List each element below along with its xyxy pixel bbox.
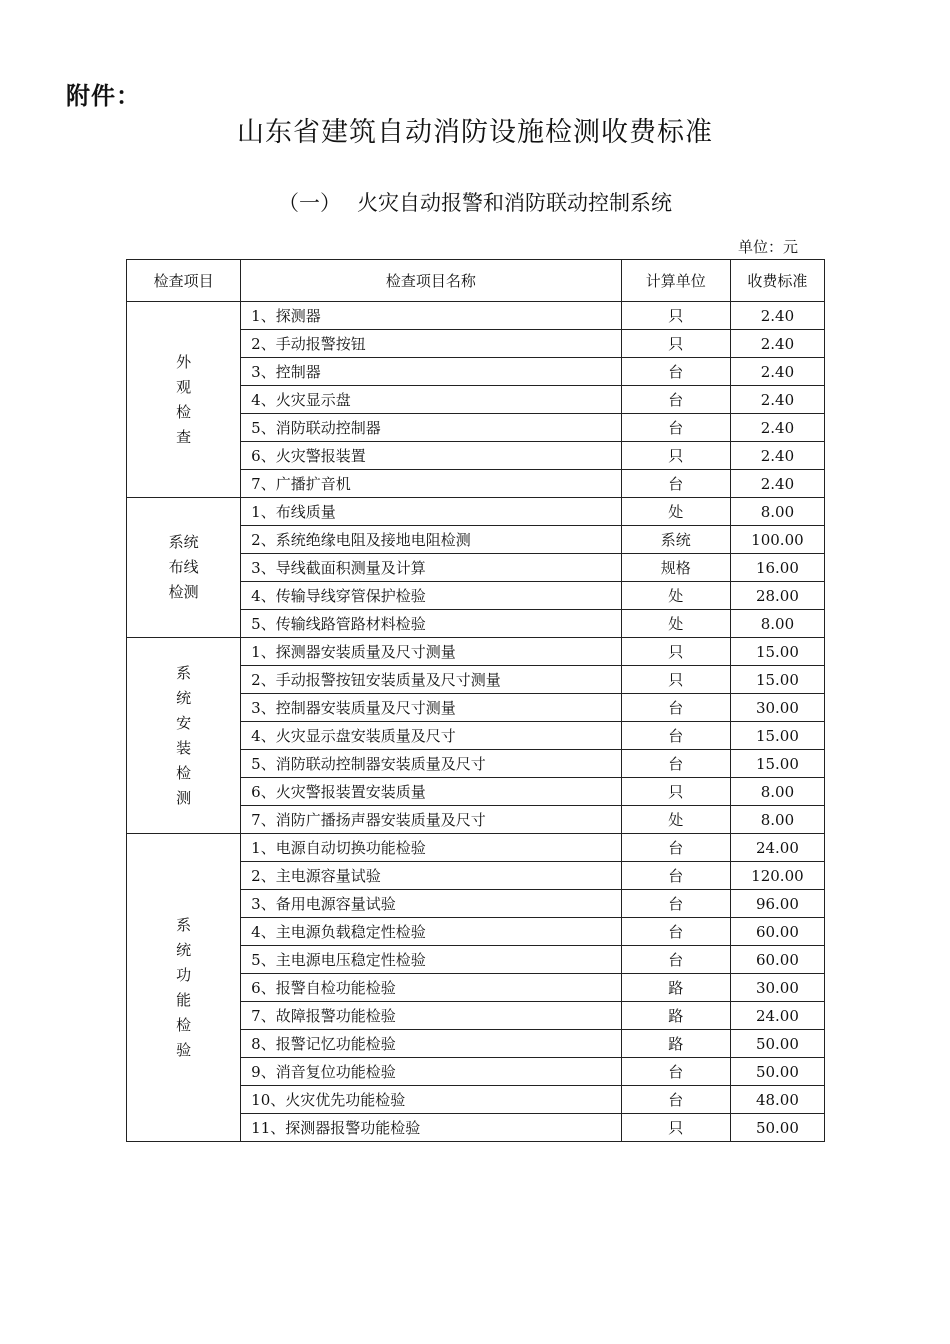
unit-cell: 处 bbox=[621, 610, 730, 638]
category-label-line: 检测 bbox=[168, 583, 199, 601]
unit-cell: 台 bbox=[621, 1058, 730, 1086]
unit-cell: 台 bbox=[621, 414, 730, 442]
unit-cell: 台 bbox=[621, 694, 730, 722]
table-row bbox=[127, 498, 825, 526]
fee-cell: 2.40 bbox=[730, 358, 824, 386]
fee-cell: 8.00 bbox=[730, 778, 824, 806]
fee-cell: 96.00 bbox=[730, 890, 824, 918]
fee-cell: 50.00 bbox=[730, 1030, 824, 1058]
category-label-line: 检 bbox=[176, 1015, 192, 1034]
unit-cell: 台 bbox=[621, 862, 730, 890]
item-name-cell: 2、手动报警按钮安装质量及尺寸测量 bbox=[241, 666, 622, 694]
category-label-line: 验 bbox=[176, 1040, 192, 1059]
unit-cell: 只 bbox=[621, 302, 730, 330]
column-header: 收费标准 bbox=[730, 260, 824, 302]
fee-cell: 100.00 bbox=[730, 526, 824, 554]
fee-cell: 120.00 bbox=[730, 862, 824, 890]
item-name-cell: 1、探测器 bbox=[241, 302, 622, 330]
category-label-line: 外 bbox=[176, 352, 192, 371]
unit-cell: 只 bbox=[621, 638, 730, 666]
category-label-line: 统 bbox=[176, 688, 192, 707]
unit-cell: 台 bbox=[621, 750, 730, 778]
section-heading bbox=[0, 187, 950, 217]
item-name-cell: 6、报警自检功能检验 bbox=[241, 974, 622, 1002]
unit-cell: 台 bbox=[621, 946, 730, 974]
section-title: 火灾自动报警和消防联动控制系统 bbox=[357, 191, 672, 215]
fee-table bbox=[126, 259, 825, 1142]
item-name-cell: 9、消音复位功能检验 bbox=[241, 1058, 622, 1086]
unit-cell: 台 bbox=[621, 1086, 730, 1114]
fee-cell: 8.00 bbox=[730, 610, 824, 638]
category-label-line: 检 bbox=[176, 402, 192, 421]
unit-cell: 路 bbox=[621, 1030, 730, 1058]
fee-cell: 60.00 bbox=[730, 946, 824, 974]
unit-cell: 规格 bbox=[621, 554, 730, 582]
page-title: 山东省建筑自动消防设施检测收费标准 bbox=[237, 117, 713, 148]
item-name-cell: 4、传输导线穿管保护检验 bbox=[241, 582, 622, 610]
unit-cell: 路 bbox=[621, 1002, 730, 1030]
fee-cell: 15.00 bbox=[730, 638, 824, 666]
fee-cell: 2.40 bbox=[730, 470, 824, 498]
category-label-line: 观 bbox=[176, 377, 192, 396]
item-name-cell: 3、导线截面积测量及计算 bbox=[241, 554, 622, 582]
unit-cell: 路 bbox=[621, 974, 730, 1002]
item-name-cell: 4、火灾显示盘安装质量及尺寸 bbox=[241, 722, 622, 750]
fee-cell: 8.00 bbox=[730, 498, 824, 526]
item-name-cell: 6、火灾警报装置安装质量 bbox=[241, 778, 622, 806]
unit-cell: 台 bbox=[621, 890, 730, 918]
item-name-cell: 2、手动报警按钮 bbox=[241, 330, 622, 358]
category-label-line: 安 bbox=[176, 713, 192, 732]
item-name-cell: 1、布线质量 bbox=[241, 498, 622, 526]
section-number: （一） bbox=[278, 191, 341, 215]
item-name-cell: 3、控制器 bbox=[241, 358, 622, 386]
unit-note: 单位：元 bbox=[737, 238, 798, 256]
category-cell bbox=[127, 498, 241, 638]
item-name-cell: 8、报警记忆功能检验 bbox=[241, 1030, 622, 1058]
item-name-cell: 11、探测器报警功能检验 bbox=[241, 1114, 622, 1142]
item-name-cell: 4、火灾显示盘 bbox=[241, 386, 622, 414]
category-label-line: 能 bbox=[176, 990, 192, 1009]
fee-cell: 15.00 bbox=[730, 666, 824, 694]
unit-cell: 系统 bbox=[621, 526, 730, 554]
category-label-line: 系 bbox=[176, 663, 192, 682]
fee-cell: 30.00 bbox=[730, 974, 824, 1002]
category-label-line: 测 bbox=[176, 788, 192, 807]
item-name-cell: 4、主电源负载稳定性检验 bbox=[241, 918, 622, 946]
category-cell bbox=[127, 638, 241, 834]
fee-cell: 50.00 bbox=[730, 1058, 824, 1086]
category-label-line: 功 bbox=[176, 965, 192, 984]
fee-cell: 48.00 bbox=[730, 1086, 824, 1114]
unit-cell: 台 bbox=[621, 386, 730, 414]
table-row bbox=[127, 638, 825, 666]
fee-cell: 50.00 bbox=[730, 1114, 824, 1142]
item-name-cell: 6、火灾警报装置 bbox=[241, 442, 622, 470]
item-name-cell: 5、传输线路管路材料检验 bbox=[241, 610, 622, 638]
fee-cell: 15.00 bbox=[730, 750, 824, 778]
item-name-cell: 2、系统绝缘电阻及接地电阻检测 bbox=[241, 526, 622, 554]
attachment-label: 附件： bbox=[66, 82, 141, 110]
fee-cell: 2.40 bbox=[730, 386, 824, 414]
table-header-row bbox=[127, 260, 825, 302]
fee-cell: 30.00 bbox=[730, 694, 824, 722]
unit-cell: 只 bbox=[621, 330, 730, 358]
unit-cell: 台 bbox=[621, 918, 730, 946]
table-row bbox=[127, 302, 825, 330]
item-name-cell: 1、电源自动切换功能检验 bbox=[241, 834, 622, 862]
fee-cell: 24.00 bbox=[730, 1002, 824, 1030]
table-row bbox=[127, 834, 825, 862]
category-label-line: 系 bbox=[176, 915, 192, 934]
fee-cell: 24.00 bbox=[730, 834, 824, 862]
fee-cell: 28.00 bbox=[730, 582, 824, 610]
unit-cell: 处 bbox=[621, 498, 730, 526]
fee-cell: 15.00 bbox=[730, 722, 824, 750]
unit-cell: 处 bbox=[621, 806, 730, 834]
unit-cell: 只 bbox=[621, 1114, 730, 1142]
fee-cell: 2.40 bbox=[730, 330, 824, 358]
unit-cell: 处 bbox=[621, 582, 730, 610]
item-name-cell: 5、消防联动控制器 bbox=[241, 414, 622, 442]
category-label-line: 检 bbox=[176, 763, 192, 782]
category-label-line: 统 bbox=[176, 940, 192, 959]
fee-cell: 60.00 bbox=[730, 918, 824, 946]
category-label-line: 布线 bbox=[168, 558, 199, 576]
category-label-line: 装 bbox=[176, 738, 192, 757]
column-header: 检查项目名称 bbox=[241, 260, 622, 302]
unit-cell: 只 bbox=[621, 442, 730, 470]
fee-cell: 8.00 bbox=[730, 806, 824, 834]
item-name-cell: 7、故障报警功能检验 bbox=[241, 1002, 622, 1030]
unit-cell: 台 bbox=[621, 834, 730, 862]
item-name-cell: 7、消防广播扬声器安装质量及尺寸 bbox=[241, 806, 622, 834]
unit-cell: 只 bbox=[621, 666, 730, 694]
item-name-cell: 1、探测器安装质量及尺寸测量 bbox=[241, 638, 622, 666]
unit-cell: 台 bbox=[621, 358, 730, 386]
unit-cell: 台 bbox=[621, 722, 730, 750]
column-header: 计算单位 bbox=[621, 260, 730, 302]
unit-cell: 只 bbox=[621, 778, 730, 806]
item-name-cell: 7、广播扩音机 bbox=[241, 470, 622, 498]
unit-cell: 台 bbox=[621, 470, 730, 498]
fee-cell: 2.40 bbox=[730, 302, 824, 330]
fee-cell: 2.40 bbox=[730, 442, 824, 470]
item-name-cell: 2、主电源容量试验 bbox=[241, 862, 622, 890]
item-name-cell: 10、火灾优先功能检验 bbox=[241, 1086, 622, 1114]
item-name-cell: 5、主电源电压稳定性检验 bbox=[241, 946, 622, 974]
item-name-cell: 5、消防联动控制器安装质量及尺寸 bbox=[241, 750, 622, 778]
item-name-cell: 3、备用电源容量试验 bbox=[241, 890, 622, 918]
table-body bbox=[127, 302, 825, 1142]
fee-cell: 2.40 bbox=[730, 414, 824, 442]
item-name-cell: 3、控制器安装质量及尺寸测量 bbox=[241, 694, 622, 722]
category-label-line: 系统 bbox=[168, 533, 199, 551]
category-label-line: 查 bbox=[176, 427, 192, 446]
category-cell bbox=[127, 302, 241, 498]
column-header: 检查项目 bbox=[127, 260, 241, 302]
category-cell bbox=[127, 834, 241, 1142]
fee-cell: 16.00 bbox=[730, 554, 824, 582]
